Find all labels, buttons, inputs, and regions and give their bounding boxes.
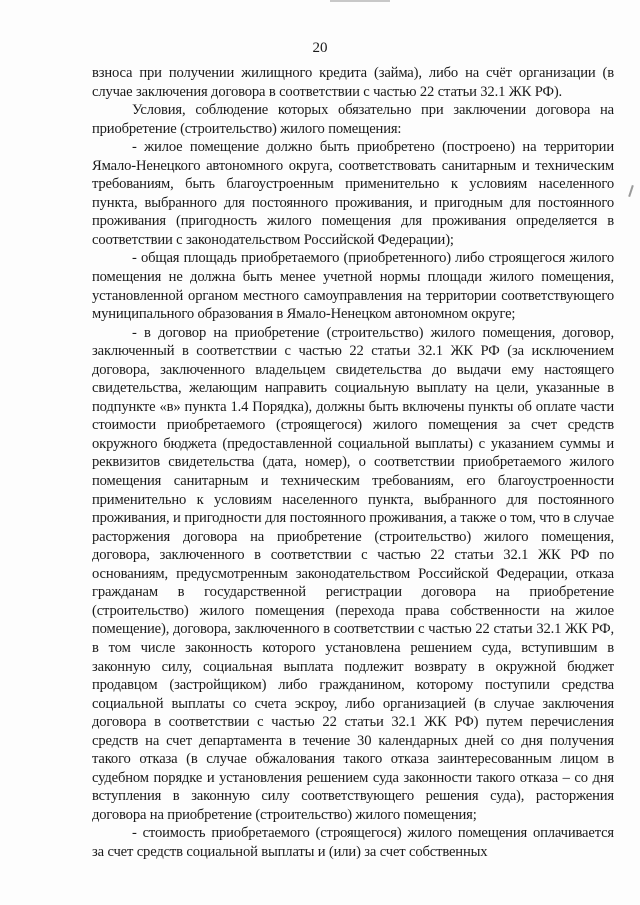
paragraph-continuation: взноса при получении жилищного кредита (займа), либо на счёт организации (в случае заключения договора в соответствии с частью 22 статьи 32.1 ЖК РФ). (92, 65, 614, 100)
list-item-territory: - жилое помещение должно быть приобретено (построено) на территории Ямало-Ненецкого автономного округа, соответствовать санитарным и техническим требованиям, быть благоустроенным применительно к условиям населенного пункта, выбранного для постоянного проживания, и пригодным для постоянного проживания (пригодность жилого помещения для проживания определяется в соответствии с законодательством Российской Федерации); (92, 139, 614, 248)
list-item-contract-terms: - в договор на приобретение (строительство) жилого помещения, договор, заключенный в соответствии с частью 22 статьи 32.1 ЖК РФ (за исключением договора, заключенного владельцем свидетельства до выдачи ему настоящего свидетельства, желающим направить социальную выплату на цели, указанные в подпункте «в» пункта 1.4 Порядка), должны быть включены пункты об оплате части стоимости приобретаемого (строящегося) жилого помещения за счет средств окружного бюджета (предоставленной социальной выплаты) с указанием суммы и реквизитов свидетельства (дата, номер), о соответствии приобретаемого жилого помещения санитарным и техническим требованиям, его благоустроенности применительно к условиям населенного пункта, выбранного для постоянного проживания, и пригодности для постоянного проживания, а также о том, что в случае расторжения договора на приобретение (строительство) жилого помещения, договора, заключенного в соответствии с частью 22 статьи 32.1 ЖК РФ по основаниям, предусмотренным законодательством Российской Федерации, отказа гражданам в государственной регистрации договора на приобретение (строительство) жилого помещения (перехода права собственности на жилое помещение), договора, заключенного в соответствии с частью 22 статьи 32.1 ЖК РФ, в том числе законность которого установлена решением суда, вступившим в законную силу, социальная выплата подлежит возврату в окружной бюджет продавцом (застройщиком) либо гражданином, которому поступили средства социальной выплаты со счета эскроу, либо организацией (в случае заключения договора в соответствии с частью 22 статьи 32.1 ЖК РФ) путем перечисления средств на счет департамента в течение 30 календарных дней со дня получения такого отказа (в случае обжалования такого отказа заинтересованным лицом в судебном порядке и установления решением суда законности такого отказа – со дня вступления в законную силу соответствующего решения суда), расторжения договора на приобретение (строительство) жилого помещения; (92, 324, 614, 823)
page-number: 20 (312, 40, 328, 56)
document-body (92, 64, 614, 862)
scan-artifact (628, 185, 634, 197)
paragraph-conditions-intro: Условия, соблюдение которых обязательно при заключении договора на приобретение (строительство) жилого помещения: (92, 102, 614, 137)
list-item-area: - общая площадь приобретаемого (приобретенного) либо строящегося жилого помещения не должна быть менее учетной нормы площади жилого помещения, установленной органом местного самоуправления на территории соответствующего муниципального образования в Ямало-Ненецком автономном округе; (92, 250, 614, 323)
list-item-cost: - стоимость приобретаемого (строящегося) жилого помещения оплачивается за счет средств социальной выплаты и (или) за счет собственных (92, 825, 614, 860)
scan-edge-mark (330, 0, 390, 2)
